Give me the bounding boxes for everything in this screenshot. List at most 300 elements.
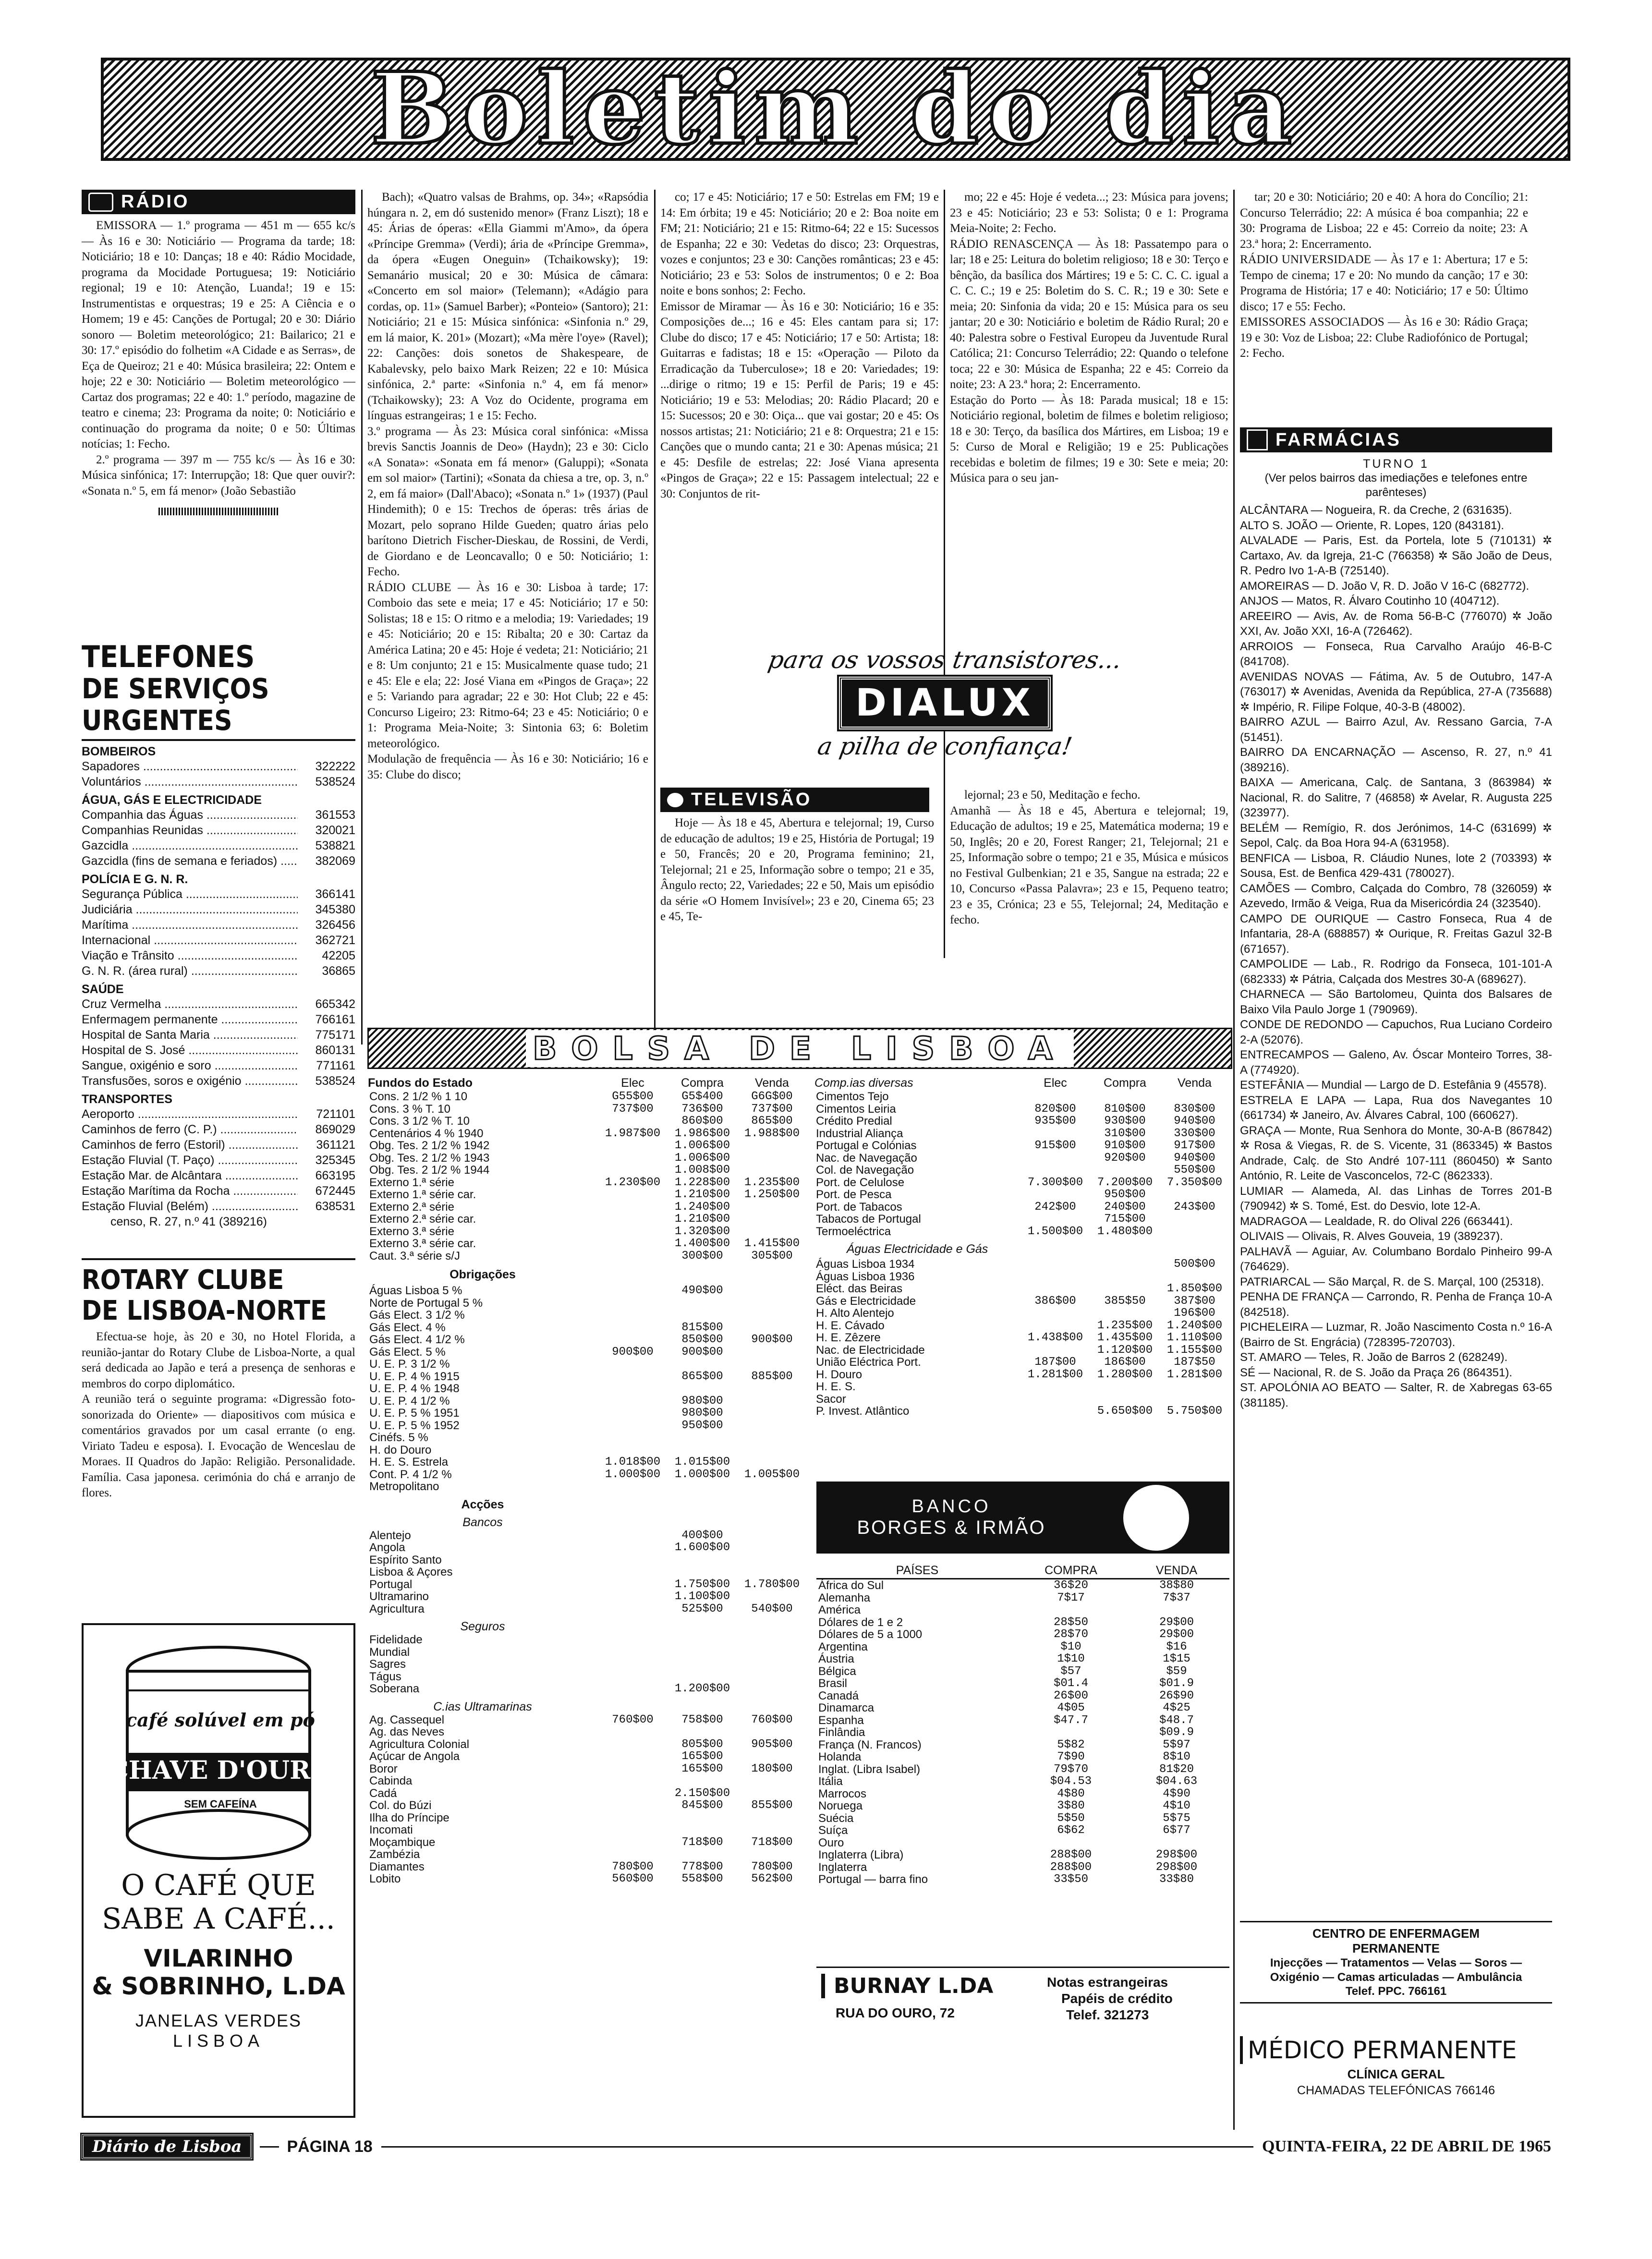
row-value: 917$00 [1174,1139,1215,1152]
row-value [598,1726,668,1738]
bolsa-fundos-table [367,1076,807,1262]
row-label: Espanha [818,1713,864,1727]
row-label: Agricultura Colonial [369,1737,470,1751]
enfermagem-title: CENTRO DE ENFERMAGEM [1312,1926,1480,1941]
table-row [814,1295,1229,1308]
television-icon [667,793,683,807]
row-value: 1.210$00 [674,1213,730,1226]
enfermagem-subtitle: PERMANENTE [1352,1941,1440,1955]
row-value: 1.235$00 [744,1176,800,1189]
row-label: Sagres [369,1658,406,1671]
row-value [598,1201,668,1214]
row-value: 7$90 [1057,1750,1085,1763]
row-value [598,1238,668,1250]
row-value [1020,1258,1090,1271]
table-row [814,1393,1229,1406]
telefones-label: Estação Fluvial (Belém) ..... [82,1199,298,1214]
row-value [598,1285,668,1297]
row-value: 1.235$00 [1097,1319,1153,1332]
row-value: 845$00 [681,1799,723,1812]
row-label: Sacor [816,1392,846,1406]
table-row [367,1579,807,1591]
radio-column-4: mo; 22 e 45: Hoje é vedeta...; 23: Música para jovens; 23 e 45: Noticiário; 23 e 53: Solista; 0 e 1: Programa Meia-Noite; 2: Fecho. RÁDIO RENASCENÇA — Às 18: Passatempo para o lar; 18 e 25: Leitura do boletim religioso; 18 e 30: Terço e bênção, da basílica dos Mártires; 19 e 5: C. C. C. igual a C. C. C.; 19 e 25: Boletim do S. C. R.; 19 e 30: Sete e meia; 20: Sinfonia da vida; 20 e 15: Música para os seu jantar; 20 e 30: Noticiário e boletim de Rádio Rural; 20 e 40: Palestra sobre o Festival Europeu da Juventude Rural Católica; 21: Concurso Telerrádio; 22: Quando o telefone toca; 22 e 30: Música de Espanha; 22 e 45: Correio da noite; 23: A 23.ª hora; 2: Encerramento. Estação do Porto — Às 18: Parada musical; 18 e 15: Noticiário regional, boletim de filmes e boletim religioso; 18 e 30: Terço, da basílica dos Mártires, em Lisboa; 19 e 5: Curso de Moral e Religião; 19 e 25: Publicações recebidas e boletim de filmes; 19 e 30: Sete e meia; 20: Música para o seu jan- [950,191,1228,485]
table-row [814,1103,1229,1116]
table-row [367,1383,807,1395]
row-value [1090,1258,1160,1271]
row-value [737,1346,807,1359]
row-value [1160,1213,1229,1226]
row-value: 7.200$00 [1097,1176,1153,1189]
telefones-row [82,759,355,774]
table-row [814,1307,1229,1320]
row-value [1020,1307,1090,1320]
row-value [598,1213,668,1226]
row-label: Externo 1.ª série [369,1176,454,1189]
table-row [367,1836,807,1849]
row-value [598,1226,668,1238]
row-label: Inglaterra [818,1860,867,1874]
table-row [814,1283,1229,1295]
row-value: 1.120$00 [1097,1343,1153,1357]
telefones-label: Sangue, oxigénio e soro ..... [82,1058,298,1073]
telefones-label: Hospital de Santa Maria ..... [82,1027,298,1043]
telefones-row [82,838,355,853]
medico-subtitle: CLÍNICA GERAL [1347,2067,1445,2081]
row-value: 780$00 [751,1860,793,1873]
table-row [367,1238,807,1250]
row-value [668,1658,737,1671]
row-value [737,1383,807,1395]
row-value: $09.9 [1159,1726,1194,1739]
row-value [668,1566,737,1579]
row-value: 5$50 [1057,1811,1085,1825]
telefones-number: 366141 [315,887,355,901]
row-value: 288$00 [1050,1848,1092,1861]
row-label: Boror [369,1762,398,1775]
table-row [816,1702,1229,1714]
row-value [1020,1091,1090,1103]
pharmacy-icon [1247,429,1268,450]
table-row [816,1616,1229,1629]
telefones-row [82,1199,355,1214]
row-label: Noruega [818,1799,863,1812]
divider [158,508,279,515]
farmacias-section [1240,427,1552,1410]
row-value: 186$00 [1104,1356,1146,1369]
row-value: 29$00 [1159,1628,1194,1641]
table-row [816,1714,1229,1727]
row-value: 778$00 [681,1860,723,1873]
row-label: Suécia [818,1811,854,1825]
rotary-text: Efectua-se hoje, às 20 e 30, no Hotel Florida, a reunião-jantar do Rotary Clube de Lisboa-Norte, a qual será dedicada ao Japão e terá a presença de senhoras e membros do corpo diplomático. A reunião terá o seguinte programa: «Digressão foto-sonorizada do Oriente» — diapositivos com música e comentários gravados por um casal errante (o eng. Viriato Tadeu e esposa). I. Evocação de Wenceslau de Moraes. II Quadros do Japão: Religião. Personalidade. Família. Casa japonesa. cerimónia do chá e arranjo de flores. [82,1330,355,1499]
row-value: 1.281$00 [1166,1368,1223,1381]
table-row [367,1775,807,1787]
row-label: Obg. Tes. 2 1/2 % 1942 [369,1139,490,1152]
table-row [814,1320,1229,1332]
table-row [367,1591,807,1603]
table-row [367,1787,807,1800]
telefones-group-title: TRANSPORTES [82,1093,172,1106]
row-value: 1.435$00 [1097,1331,1153,1344]
television-text-2: lejornal; 23 e 50, Meditação e fecho. Amanhã — Às 18 e 45, Abertura e telejornal; 19, Educação de adultos; 19 e 25, Matemática moderna; 19 e 50, Inglês; 20 e 20, Forest Ranger; 21, Telejornal; 21 e 25, Informação sobre o tempo; 21 e 35, Música e músicos no Festival Gulbenkian; 21 e 35, Sangue na estrada; 22 e 10, Concurso «Passa Palavra»; 23 e 15, Pequeno teatro; 23 e 35, Crónica; 23 e 55, Telejornal; 24, Meditação e fecho. [950,789,1228,926]
burnay-notes: Notas estrangeiras [1047,1975,1168,1990]
row-value: 1.110$00 [1166,1331,1223,1344]
row-value: 1.250$00 [744,1188,800,1201]
row-value: 1.015$00 [674,1456,730,1469]
telefones-row [82,823,355,838]
table-row [814,1152,1229,1165]
row-label: Agricultura [369,1602,425,1615]
table-row [367,1481,807,1493]
row-value: 815$00 [681,1321,723,1334]
row-value [1090,1283,1160,1295]
row-value [598,1836,668,1849]
row-value [1018,1726,1124,1739]
row-label: U. E. P. 5 % 1951 [369,1407,460,1420]
medico-phone: CHAMADAS TELEFÓNICAS 766146 [1297,2084,1495,2097]
row-value [668,1634,737,1646]
table-row [367,1861,807,1873]
row-value: 400$00 [681,1529,723,1542]
elec-header: Elec [621,1076,644,1090]
row-label: Águas Lisboa 1934 [816,1258,915,1271]
bancos-header: Bancos [462,1515,503,1529]
table-row [367,1444,807,1457]
row-label: Obg. Tes. 2 1/2 % 1943 [369,1151,490,1165]
row-value: 950$00 [1104,1188,1146,1201]
row-value: 4$90 [1163,1787,1190,1800]
telefones-title: TELEFONES [82,639,255,674]
telefones-number: 766161 [315,1013,355,1026]
row-value [1090,1381,1160,1393]
row-value [1020,1164,1090,1177]
row-value [598,1189,668,1201]
row-value: 1.987$00 [605,1127,661,1140]
masthead-title: Boletim do dia [370,51,1301,167]
row-value [1160,1189,1229,1201]
row-value: 500$00 [1174,1258,1215,1271]
borges-seal-icon [1123,1485,1189,1551]
telefones-row [82,774,355,789]
row-value [1090,1271,1160,1283]
ultramarinas-header: C.ias Ultramarinas [433,1700,532,1713]
row-label: Port. de Celulose [816,1176,905,1189]
paises-header: PAÍSES [896,1564,939,1577]
table-row [367,1812,807,1824]
row-value [668,1848,737,1861]
row-value: 81$20 [1159,1762,1194,1776]
row-label: Suíça [818,1824,848,1837]
row-value [1018,1604,1124,1616]
row-value [598,1554,668,1567]
row-value [1124,1604,1229,1616]
telefones-row [82,807,355,823]
row-value: 760$00 [612,1713,654,1726]
table-row [367,1634,807,1646]
row-value: $01.9 [1159,1677,1194,1690]
table-row [367,1226,807,1238]
venda-header: Venda [755,1076,789,1090]
row-value [1160,1091,1229,1103]
table-row [367,1091,807,1103]
row-label: Externo 2.ª série car. [369,1213,476,1226]
table-row [367,1646,807,1659]
telefones-number: 538524 [315,1074,355,1088]
telefones-number: 721101 [316,1107,355,1121]
telefones-label: Aeroporto ..... [82,1106,298,1122]
table-row [367,1714,807,1726]
row-value: 5.650$00 [1097,1405,1153,1418]
telefones-row [82,1058,355,1073]
table-row [814,1177,1229,1189]
enfermagem-box [1240,1921,1552,2004]
row-value [598,1481,668,1493]
row-value: G5$400 [681,1090,723,1103]
telefones-label: Estação Fluvial (T. Paço) ..... [82,1153,298,1168]
row-label: Açúcar de Angola [369,1750,460,1763]
row-label: Eléct. das Beiras [816,1282,903,1295]
burnay-papers: Papéis de crédito [1061,1991,1173,2006]
row-label: Cinéfs. 5 % [369,1431,428,1444]
row-value: 330$00 [1174,1127,1215,1140]
table-row [367,1285,807,1297]
row-value [737,1213,807,1226]
telefones-subtitle: DE SERVIÇOS URGENTES [82,673,355,741]
telefones-label: Gazcidla (fins de semana e feriados) ..... [82,853,298,869]
bolsa-ultramarinas-table [367,1714,807,1885]
row-value [1020,1393,1090,1406]
row-label: Ilha do Príncipe [369,1811,449,1824]
row-value [737,1671,807,1683]
row-value [598,1140,668,1152]
row-label: Ultramarino [369,1590,429,1603]
borges-ad [816,1482,1229,1554]
row-label: Marrocos [818,1787,867,1800]
row-label: U. E. P. 5 % 1952 [369,1419,460,1432]
dialux-tagline-top: para os vossos transistores... [766,646,1124,674]
row-label: Gás Elect. 3 1/2 % [369,1309,465,1322]
row-value [668,1383,737,1395]
telefones-row [82,1027,355,1043]
row-value: 1.320$00 [674,1225,730,1238]
row-value [737,1848,807,1861]
row-label: H. E. Cávado [816,1319,885,1332]
row-value: 298$00 [1155,1860,1198,1874]
row-value: $48.7 [1159,1713,1194,1727]
table-row [367,1213,807,1226]
row-value: 1.100$00 [674,1590,730,1603]
row-value: 1.155$00 [1166,1343,1223,1357]
telefones-label: Transfusões, soros e oxigénio ..... [82,1073,298,1089]
row-label: U. E. P. 4 % 1948 [369,1382,460,1395]
telefones-number: 326456 [315,918,355,932]
row-label: Águas Lisboa 5 % [369,1284,462,1297]
row-value [598,1420,668,1432]
table-row [816,1579,1229,1592]
row-value [668,1824,737,1836]
row-value [1020,1381,1090,1393]
row-value: 28$50 [1053,1615,1088,1629]
row-label: Metropolitano [369,1480,439,1493]
row-value: $16 [1166,1640,1187,1653]
telefones-row [82,933,355,948]
row-value [598,1334,668,1346]
row-value [1160,1381,1229,1393]
row-value: 950$00 [681,1419,723,1432]
row-value [737,1322,807,1334]
telefones-label: Segurança Pública ..... [82,887,298,902]
row-label: H. E. S. [816,1380,856,1393]
row-label: Lobito [369,1872,401,1885]
row-label: Zambézia [369,1848,420,1861]
telefones-section [82,641,355,1229]
row-label: Angola [369,1541,405,1554]
row-label: Cons. 2 1/2 % 1 10 [369,1090,468,1103]
row-value [1160,1226,1229,1238]
row-value: 915$00 [1034,1139,1076,1152]
row-value [668,1432,737,1444]
row-value: 885$00 [751,1370,793,1383]
telefones-label: Hospital de S. José ..... [82,1043,298,1058]
bolsa-banner [367,1028,1232,1069]
row-label: H. Alto Alentejo [816,1307,894,1320]
row-label: Dinamarca [818,1701,875,1714]
row-value [598,1407,668,1420]
telefones-number: 361553 [315,808,355,822]
dialux-brand: DIALUX [839,677,1051,729]
row-value [598,1371,668,1383]
row-label: Lisboa & Açores [369,1566,453,1579]
farmacias-header: FARMÁCIAS [1240,427,1552,452]
telefones-number: 771161 [316,1059,355,1072]
row-label: U. E. P. 4 1/2 % [369,1394,450,1408]
row-value: 855$00 [751,1799,793,1812]
row-value: 718$00 [751,1835,793,1849]
row-value: 298$00 [1155,1848,1198,1861]
row-value: 385$50 [1104,1294,1146,1308]
row-label: Incomati [369,1823,413,1836]
table-row [814,1271,1229,1283]
row-value [1090,1393,1160,1406]
table-row [367,1358,807,1371]
row-value [668,1775,737,1787]
telefones-label: Enfermagem permanente ..... [82,1012,298,1027]
row-value: 7.350$00 [1166,1176,1223,1189]
telefones-number: 538524 [315,775,355,789]
row-value: 1.000$00 [674,1468,730,1481]
row-value [598,1566,668,1579]
row-value [668,1671,737,1683]
row-value: 1.228$00 [674,1176,730,1189]
row-label: Cons. 3 1/2 % T. 10 [369,1115,470,1128]
row-value: 6$77 [1163,1824,1190,1837]
row-label: Cimentos Leiria [816,1102,896,1116]
telefones-number: 36865 [322,964,355,978]
table-row [814,1115,1229,1128]
row-value [737,1812,807,1824]
telefones-number: 382069 [315,854,355,868]
telefones-group-title: SAÚDE [82,983,124,996]
row-label: Águas Lisboa 1936 [816,1270,915,1283]
television-section [660,788,1229,926]
row-value: 387$00 [1174,1294,1215,1308]
row-label: Brasil [818,1677,848,1690]
row-value [598,1683,668,1695]
table-row [367,1683,807,1695]
table-row [367,1395,807,1408]
row-value [598,1322,668,1334]
table-row [814,1258,1229,1271]
telefones-row [82,902,355,917]
page-date: QUINTA-FEIRA, 22 DE ABRIL DE 1965 [1262,2138,1551,2155]
row-value: 905$00 [751,1737,793,1751]
page-footer [82,2132,1551,2161]
row-label: Caut. 3.ª série s/J [369,1249,460,1263]
table-row [367,1128,807,1140]
row-value [668,1812,737,1824]
telefones-number: 672445 [315,1184,355,1198]
cafe-company-2: & SOBRINHO, L.DA [92,1972,345,2000]
row-label: Gás Elect. 4 1/2 % [369,1333,465,1346]
row-value [598,1297,668,1310]
table-row [816,1690,1229,1702]
row-value [737,1591,807,1603]
row-value [598,1444,668,1457]
row-label: Canadá [818,1689,859,1702]
row-label: Soberana [369,1682,420,1695]
telefones-number: 538821 [315,839,355,852]
telefones-number: 325345 [315,1154,355,1167]
row-value [598,1432,668,1444]
table-row [367,1189,807,1201]
row-value: 1.438$00 [1027,1331,1083,1344]
row-value: $04.53 [1050,1775,1092,1788]
burnay-address: RUA DO OURO, 72 [836,2005,955,2020]
row-value [598,1787,668,1800]
row-value [598,1763,668,1775]
row-value: 2.150$00 [674,1786,730,1800]
row-label: Diamantes [369,1860,425,1873]
row-value [598,1383,668,1395]
row-value [598,1358,668,1371]
row-label: Ag. Cassequel [369,1713,445,1726]
table-row [367,1671,807,1683]
bolsa-left [367,1076,807,1885]
row-value: 1.005$00 [744,1468,800,1481]
row-value [737,1444,807,1457]
row-value: 4$05 [1057,1701,1085,1714]
row-value: 865$00 [681,1370,723,1383]
row-value: 980$00 [681,1407,723,1420]
telefones-row [82,1012,355,1027]
row-label: Dólares de 5 a 1000 [818,1628,923,1641]
row-value [598,1164,668,1177]
row-label: Alentejo [369,1529,411,1542]
row-value: 715$00 [1104,1213,1146,1226]
row-value: 79$70 [1053,1762,1088,1776]
telefones-groups [82,745,355,1214]
table-row [814,1213,1229,1226]
radio-column-2: Bach); «Quatro valsas de Brahms, op. 34»; «Rapsódia húngara n. 2, em dó sustenido menor» (Franz Liszt); 18 e 45: Árias de óperas: «Ella Giammi m'Amo», da ópera «Príncipe Gremma» (Verdi); ária de «Príncipe Gremma», da ópera «Eugen Oneguin» (Tchaikowsky); 19: Semanário musical; 20 e 30: Música de câmara: «Concerto em sol maior» (Telemann); «Adágio para cordas, op. 11» (Samuel Barber); «Ponteio» (Santoro); 21: Noticiário; 21 e 15: Música sinfónica: «Sinfonia n.º 29, em lá maior, K. 201» (Mozart); «Ma mère l'oye» (Ravel); 22: Canções: dois sonetos de Shakespeare, de Kabalevsky, pelo baixo Mark Reizen; 22 e 10: Música sinfónica, 2.ª parte: «Sinfonia n.º 4, em fá menor» (Tchaikowsky); 23: A Voz do Ocidente, programa em línguas estrangeiras; 1 e 15: Fecho. 3.º programa — Às 23: Música coral sinfónica: «Missa brevis Sanctis Joannis de Deo» (Haydn); 23 e 30: Ciclo «A Sonata»: «Sonata em fá menor» (Galuppi); «Sonata em sol maior» (Tartini); «Sonata da chiesa a tre, op. 3, n.º 2, em fá maior» (Dall'Abaco); «Sonata n.º 1» (1937) (Paul Hindemith); 0 e 15: Trechos de óperas: três árias de Mozart, pelo soprano Hilde Gueden; quatro árias pelo barítono Dietrich Fischer-Dieskau, de Rossini, de Verdi, de Giordano e de Leoncavallo; 0 e 50: Noticiário; 1: Fecho. RÁDIO CLUBE — Às 16 e 30: Lisboa à tarde; 17: Comboio das sete e meia; 17 e 45: Noticiário; 17 e 50: Solistas; 18 e 15: O ritmo e a melodia; 19: Variedades; 19 e 45: Noticiário; 20 e 15: Ribalta; 20 e 30: Cartaz da América Latina; 20 e 45: Hoje é vedeta; 21: Noticiário; 21 e 8: Um conjunto; 21 e 15: Musicalmente quase tudo; 21 e 45: Ele e ela; 22: José Viana em «Pingos de Graça»; 22 e 5: Variando para agradar; 22 e 30: Hot Club; 22 e 45: Concurso Ligeiro; 23: Ritmo-64; 23 e 45: Noticiário; 0 e 1: Programa Meia-Noite; 3: Sintonia 63; 6: Boletim meteorológico. Modulação de frequência — Às 16 e 30: Noticiário; 16 e 35: Clube do disco; [367,191,648,781]
table-row [367,1177,807,1189]
row-value: 1.280$00 [1097,1368,1153,1381]
row-value [668,1309,737,1322]
row-value [1160,1271,1229,1283]
telefones-label: Sapadores ..... [82,759,298,774]
television-text: Hoje — Às 18 e 45, Abertura e telejornal; 19, Curso de educação de adultos; 19 e 25, História de Portugal; 19 e 50, Francês; 20 e 20, Programa feminino; 21, Telejornal; 21 e 25, Informação sobre o tempo; 21 e 35, Ângulo recto; 22, Variedades; 22 e 50, Mais um episódio da série «O Homem Invisível»; 23 e 20, Cinema 65; 23 e 45, Te- [660,816,934,923]
radio-column-3: co; 17 e 45: Noticiário; 17 e 50: Estrelas em FM; 19 e 14: Em órbita; 19 e 45: Noticiário; 20 e 2: Boa noite em FM; 21: Noticiário; 21 e 15: Ritmo-64; 22 e 15: Sucessos de Espanha; 22 e 30: Vedetas do disco; 23: Orquestras, vozes e conjuntos; 23 e 30: Canções românticas; 23 e 45: Noticiário; 23 e 53: Solos de instrumentos; 0 e 2: Boa noite e bons sonhos; 2: Fecho. Emissor de Miramar — Às 16 e 30: Noticiário; 16 e 35: Composições de...; 16 e 45: Eles cantam para si; 17: Clube do disco; 17 e 45: Noticiário; 17 e 50: Artista; 18: Guitarras e fadistas; 18 e 15: «Operação — Piloto da Erradicação da Tuberculose»; 18 e 20: Variedades; 19: ...dirige o ritmo; 19 e 15: Perfil de Paris; 19 e 45: Noticiário; 19 e 53: Melodias; 20: Rádio Placard; 20 e 15: Sucessos; 20 e 30: Oiça... que vai gostar; 20 e 45: Os nossos artistas; 21: Noticiário; 21 e 8: Orquestra; 21 e 15: Canções que o mundo canta; 21 e 30: Apenas música; 21 e 45: Desfile de estrelas; 22: José Viana apresenta «Pingos de Graça»; 22 e 15: Passagem intelectual; 22 e 30: Conjuntos de rit- [660,191,939,500]
row-value [1020,1213,1090,1226]
